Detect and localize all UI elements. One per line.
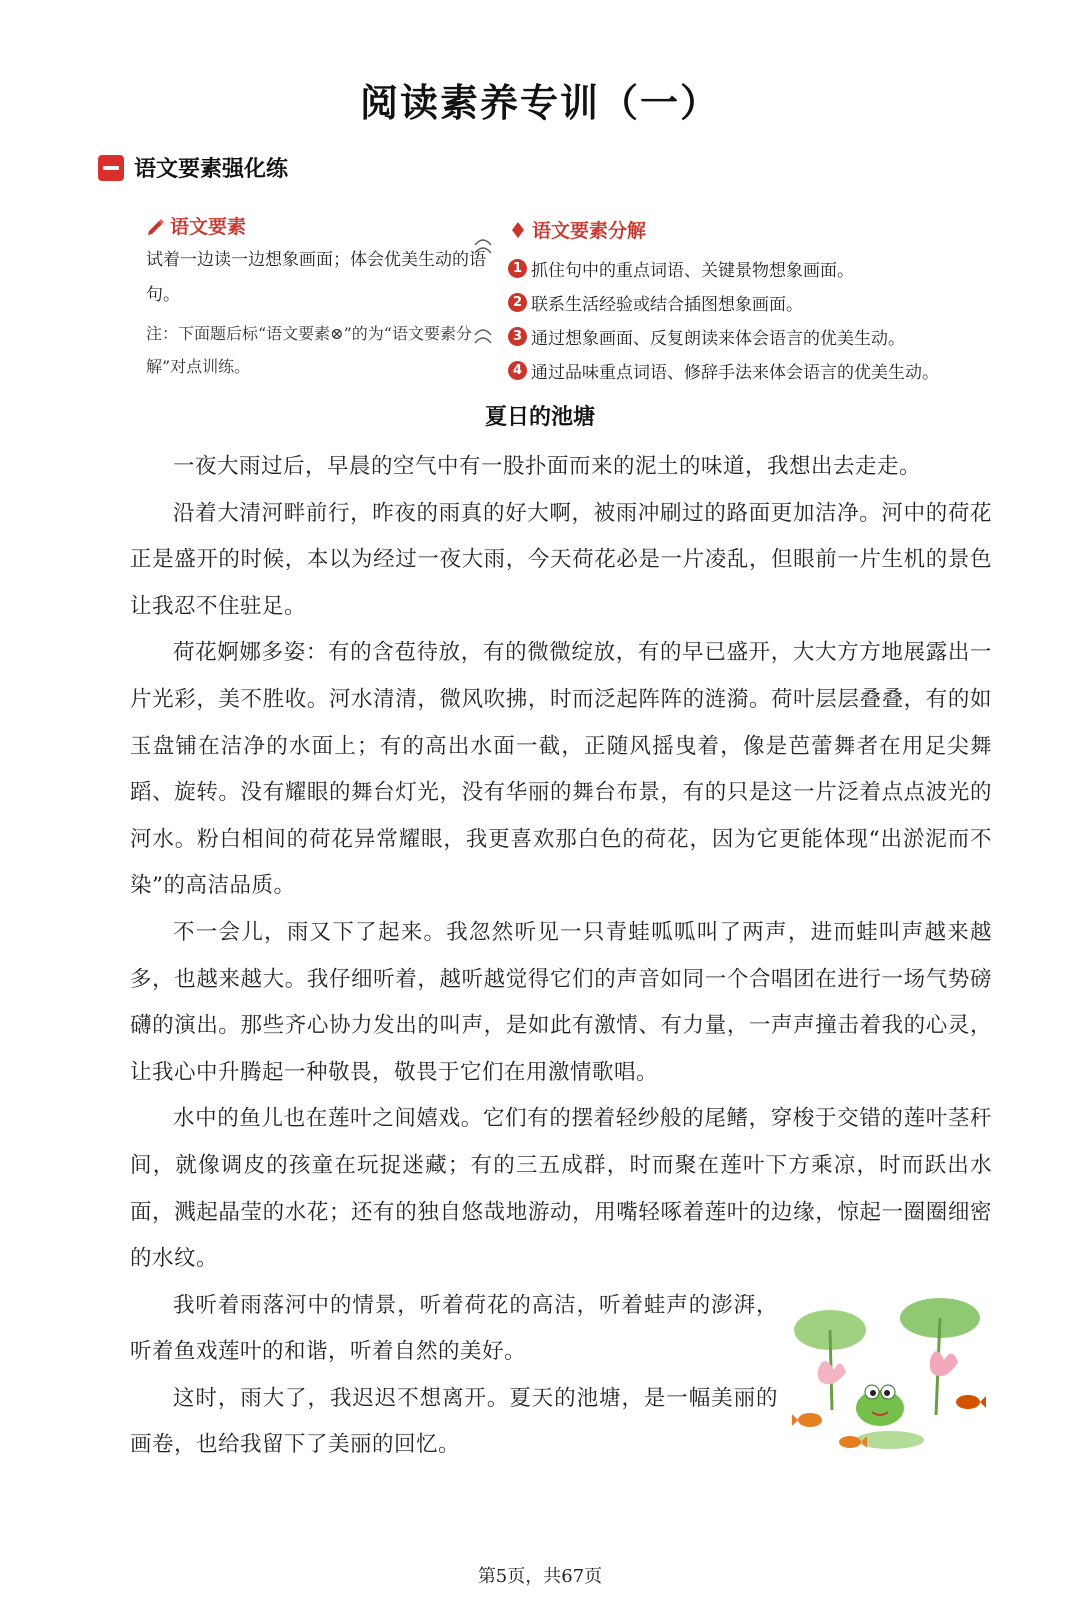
language-elements-header <box>146 212 486 239</box>
essay-paragraph: 这时，雨大了，我迟迟不想离开。夏天的池塘，是一幅美丽的画卷，也给我留下了美丽的回忆。 <box>130 1385 778 1458</box>
list-item-text: 抓住句中的重点词语、关键景物想象画面。 <box>531 260 854 281</box>
dash-badge-icon <box>98 155 124 181</box>
list-item-text: 联系生活经验或结合插图想象画面。 <box>531 294 803 315</box>
breakdown-list <box>508 251 1008 387</box>
number-badge: 2 <box>508 293 527 312</box>
list-item <box>508 251 1008 285</box>
language-elements-box <box>146 212 486 383</box>
essay-paragraph: 不一会儿，雨又下了起来。我忽然听见一只青蛙呱呱叫了两声，进而蛙叫声越来越多，也越来越大。我仔细听着，越听越觉得它们的声音如同一个合唱团在进行一场气势磅礴的演出。那些齐心协力发出的叫声，是如此有激情、有力量，一声声撞击着我的心灵，让我心中升腾起一种敬畏，敬畏于它们在用激情歌唱。 <box>130 919 992 1085</box>
essay-paragraph: 水中的鱼儿也在莲叶之间嬉戏。它们有的摆着轻纱般的尾鳍，穿梭于交错的莲叶茎秆间，就像调皮的孩童在玩捉迷藏；有的三五成群，时而聚在莲叶下方乘凉，时而跃出水面，溅起晶莹的水花；还有的独自悠哉地游动，用嘴轻啄着莲叶的边缘，惊起一圈圈细密的水纹。 <box>130 1106 992 1272</box>
page-number: 第5页，共67页 <box>477 1566 603 1587</box>
arc-decoration-icon <box>474 334 492 344</box>
list-item <box>508 319 1008 353</box>
arc-decoration-icon <box>474 244 492 254</box>
page-title: 阅读素养专训（一） <box>359 81 720 125</box>
lotus-pond-frog-illustration <box>790 1290 1000 1460</box>
breakdown-header <box>508 216 1008 243</box>
section-header <box>98 152 288 183</box>
list-item <box>508 285 1008 319</box>
breakdown-heading: 语文要素分解 <box>532 220 647 242</box>
number-badge: 1 <box>508 259 527 278</box>
essay-paragraph: 荷花婀娜多姿：有的含苞待放，有的微微绽放，有的早已盛开，大大方方地展露出一片光彩，美不胜收。河水清清，微风吹拂，时而泛起阵阵的涟漪。荷叶层层叠叠，有的如玉盘铺在洁净的水面上；有的高出水面一截，正随风摇曳着，像是芭蕾舞者在用足尖舞蹈、旋转。没有耀眼的舞台灯光，没有华丽的舞台布景，有的只是这一片泛着点点波光的河水。粉白相间的荷花异常耀眼，我更喜欢那白色的荷花，因为它更能体现“出淤泥而不染”的高洁品质。 <box>130 640 992 899</box>
list-item-text: 通过品味重点词语、修辞手法来体会语言的优美生动。 <box>531 362 939 383</box>
language-elements-heading: 语文要素 <box>170 216 247 238</box>
diamond-pin-icon <box>508 220 528 240</box>
essay-paragraph: 我听着雨落河中的情景，听着荷花的高洁，听着蛙声的澎湃，听着鱼戏莲叶的和谐，听着自然的美好。 <box>130 1292 778 1365</box>
language-elements-note: 注：下面题后标“语文要素⊗”的为“语文要素分解”对点训练。 <box>146 324 472 376</box>
breakdown-box <box>508 216 1008 387</box>
list-item <box>508 353 1008 387</box>
list-item-text: 通过想象画面、反复朗读来体会语言的优美生动。 <box>531 328 905 349</box>
pen-icon <box>146 216 166 236</box>
language-elements-text: 试着一边读一边想象画面；体会优美生动的语句。 <box>146 250 486 305</box>
essay-paragraph: 沿着大清河畔前行，昨夜的雨真的好大啊，被雨冲刷过的路面更加洁净。河中的荷花正是盛开的时候，本以为经过一夜大雨，今天荷花必是一片凌乱，但眼前一片生机的景色让我忍不住驻足。 <box>130 500 992 619</box>
number-badge: 3 <box>508 327 527 346</box>
section-label: 语文要素强化练 <box>134 157 289 182</box>
number-badge: 4 <box>508 361 527 380</box>
essay-paragraph: 一夜大雨过后，早晨的空气中有一股扑面而来的泥土的味道，我想出去走走。 <box>173 454 922 479</box>
essay-title: 夏日的池塘 <box>484 405 595 430</box>
